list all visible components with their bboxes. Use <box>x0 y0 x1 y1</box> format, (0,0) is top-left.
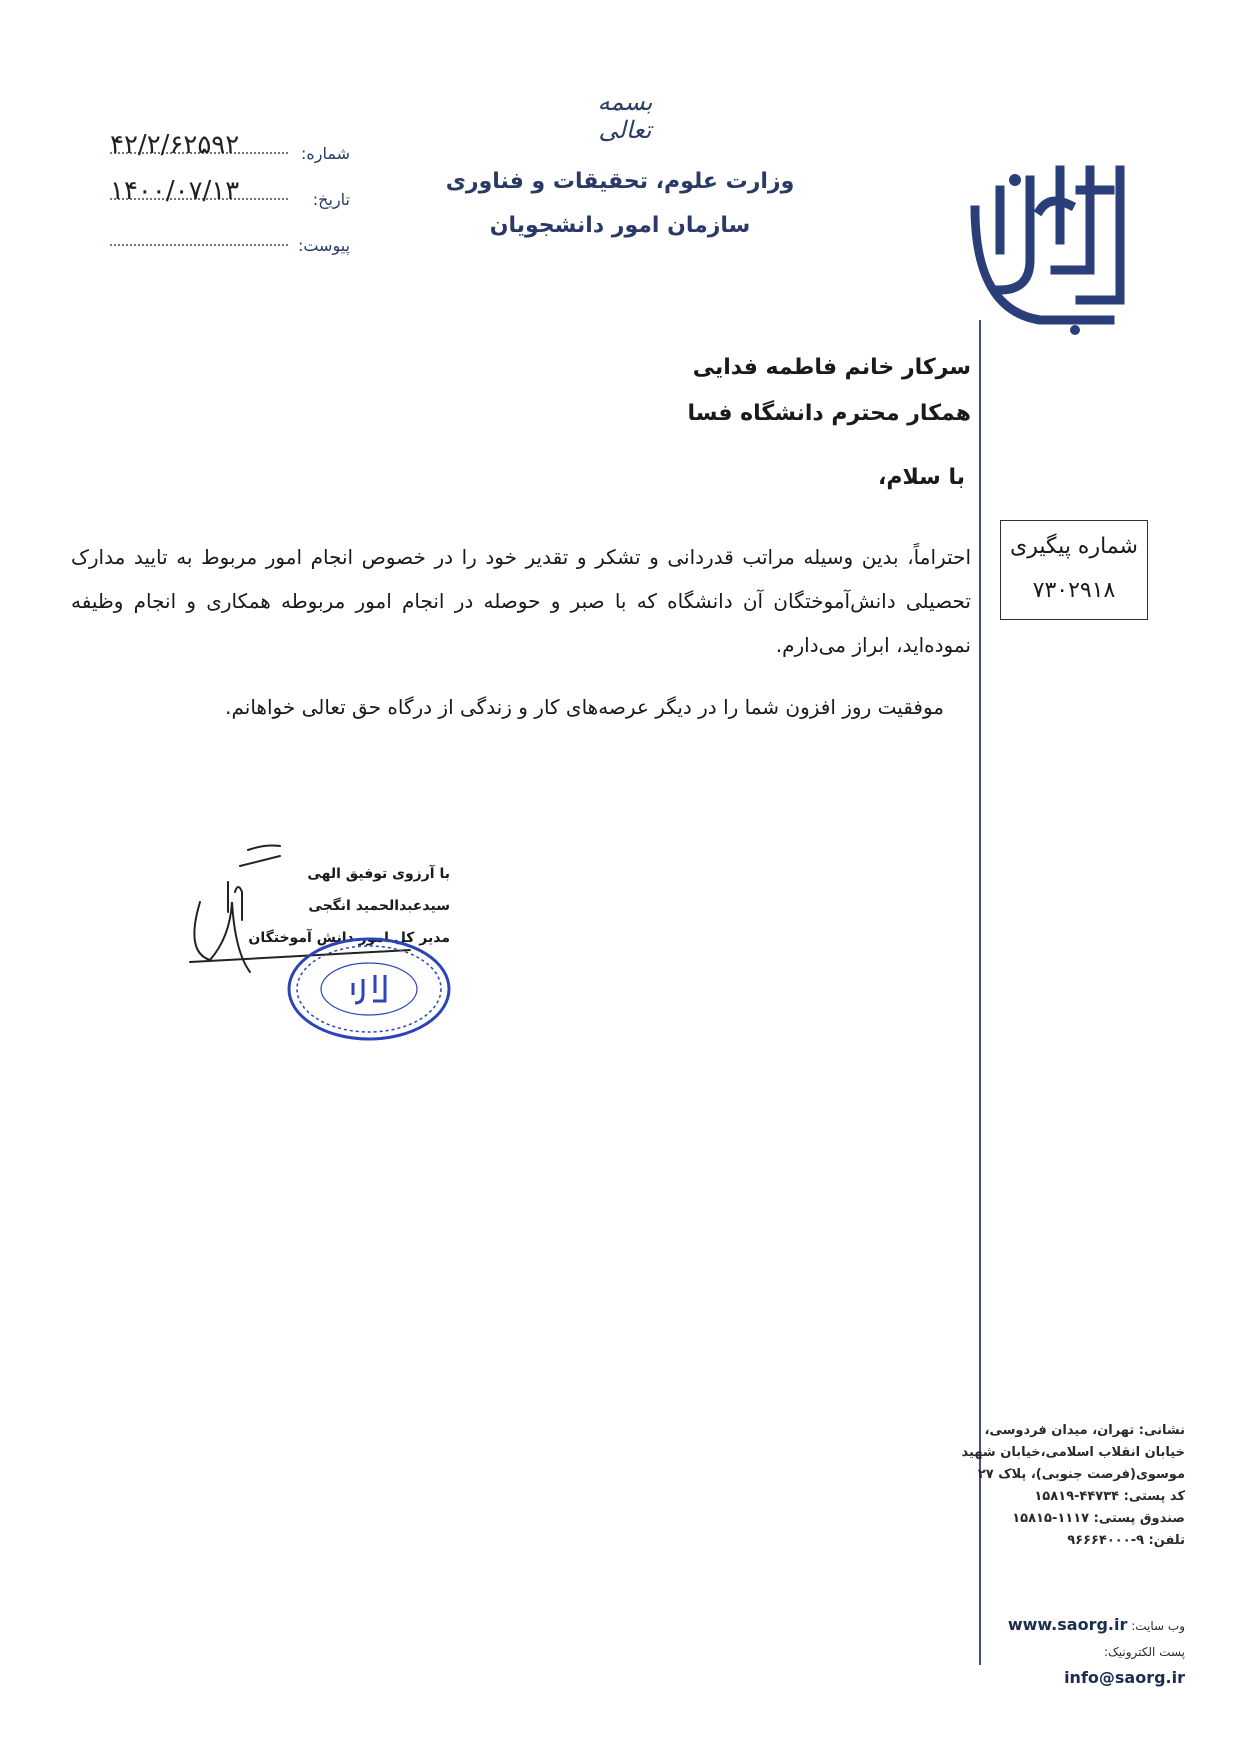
body-paragraph: احتراماً، بدین وسیله مراتب قدردانی و تشکر و تقدیر خود را در خصوص انجام امور مربوط به تایید مدارک تحصیلی دانش‌آموختگان آن دانشگاه که با صبر و حوصله در انجام امور مربوطه همکاری و انجام وظیفه نموده‌اید، ابراز می‌دارم. <box>71 545 971 657</box>
website-row <box>985 1612 1185 1639</box>
signatory-name: سیدعبدالحمید انگجی <box>308 898 450 914</box>
number-row <box>110 130 350 176</box>
organization-name: سازمان امور دانشجویان <box>489 213 751 238</box>
letter-body <box>71 535 971 667</box>
ministry-name: وزارت علوم، تحقیقات و فناوری <box>445 169 795 194</box>
date-label: تاریخ: <box>312 190 350 209</box>
closing-sentence: موفقیت روز افزون شما را در دیگر عرصه‌های کار و زندگی از درگاه حق تعالی خواهانم. <box>225 695 944 719</box>
letterhead <box>440 160 800 248</box>
tracking-label: شماره پیگیری <box>1010 534 1138 559</box>
official-stamp <box>285 935 453 1043</box>
letter-meta <box>110 130 350 268</box>
web-contact <box>985 1612 1185 1692</box>
postal-code: کد پستی: ۴۴۷۳۴-۱۵۸۱۹ <box>1034 1489 1185 1504</box>
tracking-number: ۷۳۰۲۹۱۸ <box>1032 578 1116 603</box>
tracking-box <box>1000 520 1148 620</box>
bismillah-heading: بسمه تعالی <box>597 88 653 144</box>
email-label: پست الکترونیک: <box>1103 1645 1185 1659</box>
address-line: موسوی(فرصت جنوبی)، پلاک ۲۷ <box>977 1467 1185 1482</box>
attachment-label: پیوست: <box>297 236 350 255</box>
letter-date: ۱۴۰۰/۰۷/۱۳ <box>110 176 240 206</box>
email-link[interactable]: info@saorg.ir <box>1064 1668 1185 1687</box>
postal-address <box>961 1420 1185 1552</box>
website-link[interactable]: www.saorg.ir <box>1007 1615 1128 1634</box>
po-box: صندوق پستی: ۱۱۱۷-۱۵۸۱۵ <box>1012 1511 1185 1526</box>
organization-logo <box>960 150 1130 340</box>
phone-number: تلفن: ۹-۹۶۶۶۴۰۰۰ <box>1067 1533 1185 1548</box>
attachment-dots <box>110 244 288 246</box>
letter-number: ۴۲/۲/۶۲۵۹۲ <box>110 130 240 160</box>
email-row <box>985 1639 1185 1692</box>
number-label: شماره: <box>300 144 350 163</box>
recipient-name: سرکار خانم فاطمه فدایی <box>692 355 971 380</box>
address-line: نشانی: تهران، میدان فردوسی، <box>984 1423 1185 1438</box>
website-label: وب سایت: <box>1131 1619 1185 1633</box>
date-row <box>110 176 350 222</box>
address-line: خیابان انقلاب اسلامی،خیابان شهید <box>961 1445 1185 1460</box>
greeting: با سلام، <box>877 465 965 490</box>
signatory-title: مدیر کل امور دانش آموختگان <box>248 930 450 946</box>
recipient-position: همکار محترم دانشگاه فسا <box>687 401 971 426</box>
recipient-block <box>371 345 971 437</box>
closing-wish: با آرزوی توفیق الهی <box>307 866 450 882</box>
attachment-row <box>110 222 350 268</box>
